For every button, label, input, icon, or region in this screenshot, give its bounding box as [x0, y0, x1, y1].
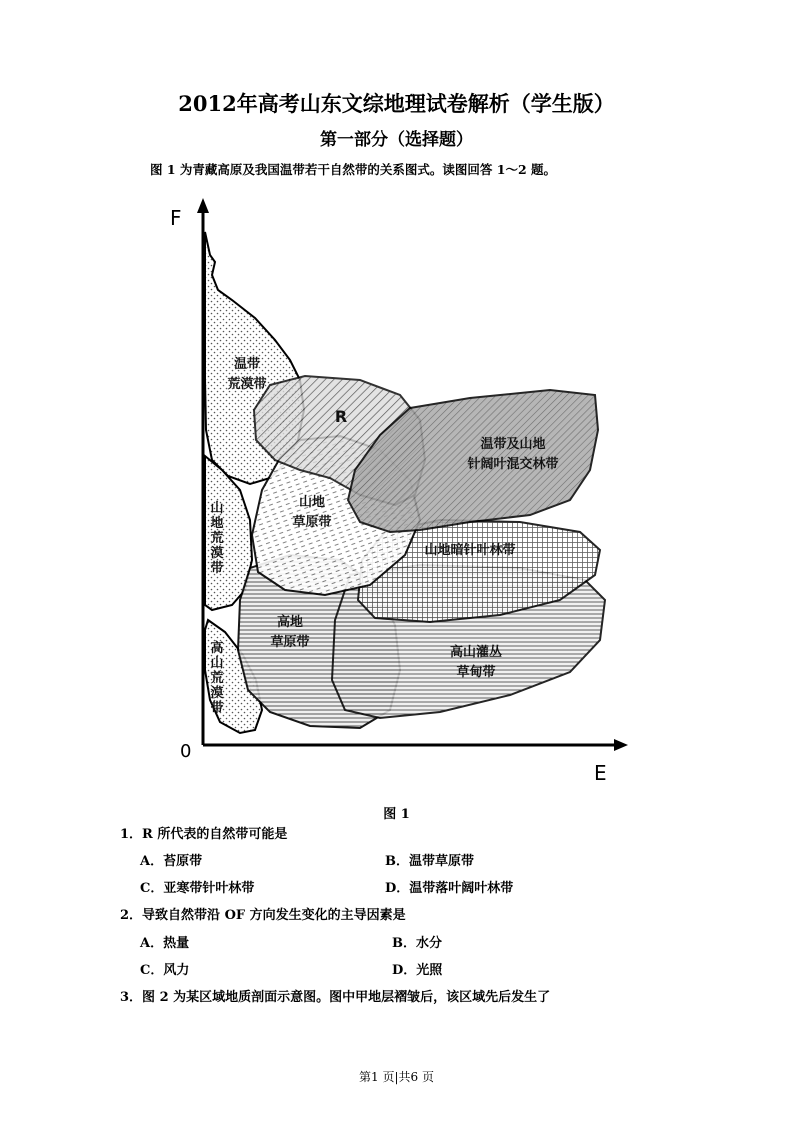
question-2-option-a[interactable]: A．热量	[140, 936, 190, 951]
x-axis-arrow-icon	[614, 739, 628, 751]
y-axis-arrow-icon	[197, 198, 209, 213]
label-temperate-desert-1: 温带	[233, 357, 261, 372]
natural-zone-diagram	[0, 195, 793, 795]
figure-caption: 图 1	[383, 807, 410, 822]
question-3-stem: 3．图 2 为某区域地质剖面示意图。图中甲地层褶皱后，该区域先后发生了	[120, 990, 551, 1005]
page-title: 2012年高考山东文综地理试卷解析（学生版）	[178, 91, 615, 116]
question-1-option-a[interactable]: A．苔原带	[140, 854, 203, 869]
label-alpine-desert-2: 山	[210, 656, 224, 671]
page-footer: 第1 页|共6 页	[359, 1070, 434, 1084]
label-mountain-desert-2: 地	[210, 516, 224, 531]
label-temperate-desert-2: 荒漠带	[227, 377, 267, 392]
question-2-option-b[interactable]: B．水分	[392, 936, 442, 951]
question-intro: 图 1 为青藏高原及我国温带若干自然带的关系图式。读图回答 1～2 题。	[150, 162, 557, 177]
section-title: 第一部分（选择题）	[320, 130, 473, 150]
label-alpine-desert-3: 荒	[210, 671, 224, 686]
label-mountain-desert-4: 漠	[210, 546, 224, 561]
label-mountain-desert-3: 荒	[210, 531, 224, 546]
label-alpine-desert-4: 漠	[210, 686, 224, 701]
question-2-stem: 2．导致自然带沿 OF 方向发生变化的主导因素是	[120, 908, 406, 923]
question-1-option-b[interactable]: B．温带草原带	[385, 854, 474, 869]
label-alpine-desert-1: 高	[210, 641, 224, 656]
question-2-option-d[interactable]: D．光照	[392, 963, 443, 978]
label-alpine-shrub-1: 高山灌丛	[449, 645, 503, 660]
label-mountain-desert-1: 山	[210, 501, 224, 516]
origin-label: 0	[180, 741, 192, 762]
question-1-option-d[interactable]: D．温带落叶阔叶林带	[385, 881, 514, 896]
label-plateau-grassland-2: 草原带	[270, 635, 310, 650]
question-1-option-c[interactable]: C．亚寒带针叶林带	[140, 881, 255, 896]
x-axis-label: E	[594, 761, 607, 785]
label-alpine-desert-5: 带	[210, 701, 224, 716]
question-2-option-c[interactable]: C．风力	[140, 963, 190, 978]
label-mountain-desert-5: 带	[210, 561, 224, 576]
label-dark-conifer: 山地暗针叶林带	[424, 543, 516, 558]
label-mountain-grassland-2: 草原带	[292, 515, 332, 530]
label-mountain-grassland-1: 山地	[298, 495, 326, 510]
label-mixed-forest-2: 针阔叶混交林带	[467, 457, 559, 472]
label-r: R	[334, 407, 348, 426]
label-plateau-grassland-1: 高地	[276, 615, 304, 630]
label-alpine-shrub-2: 草甸带	[456, 665, 496, 680]
label-mixed-forest-1: 温带及山地	[480, 437, 546, 452]
y-axis-label: F	[170, 206, 182, 230]
question-1-stem: 1．R 所代表的自然带可能是	[120, 827, 288, 842]
